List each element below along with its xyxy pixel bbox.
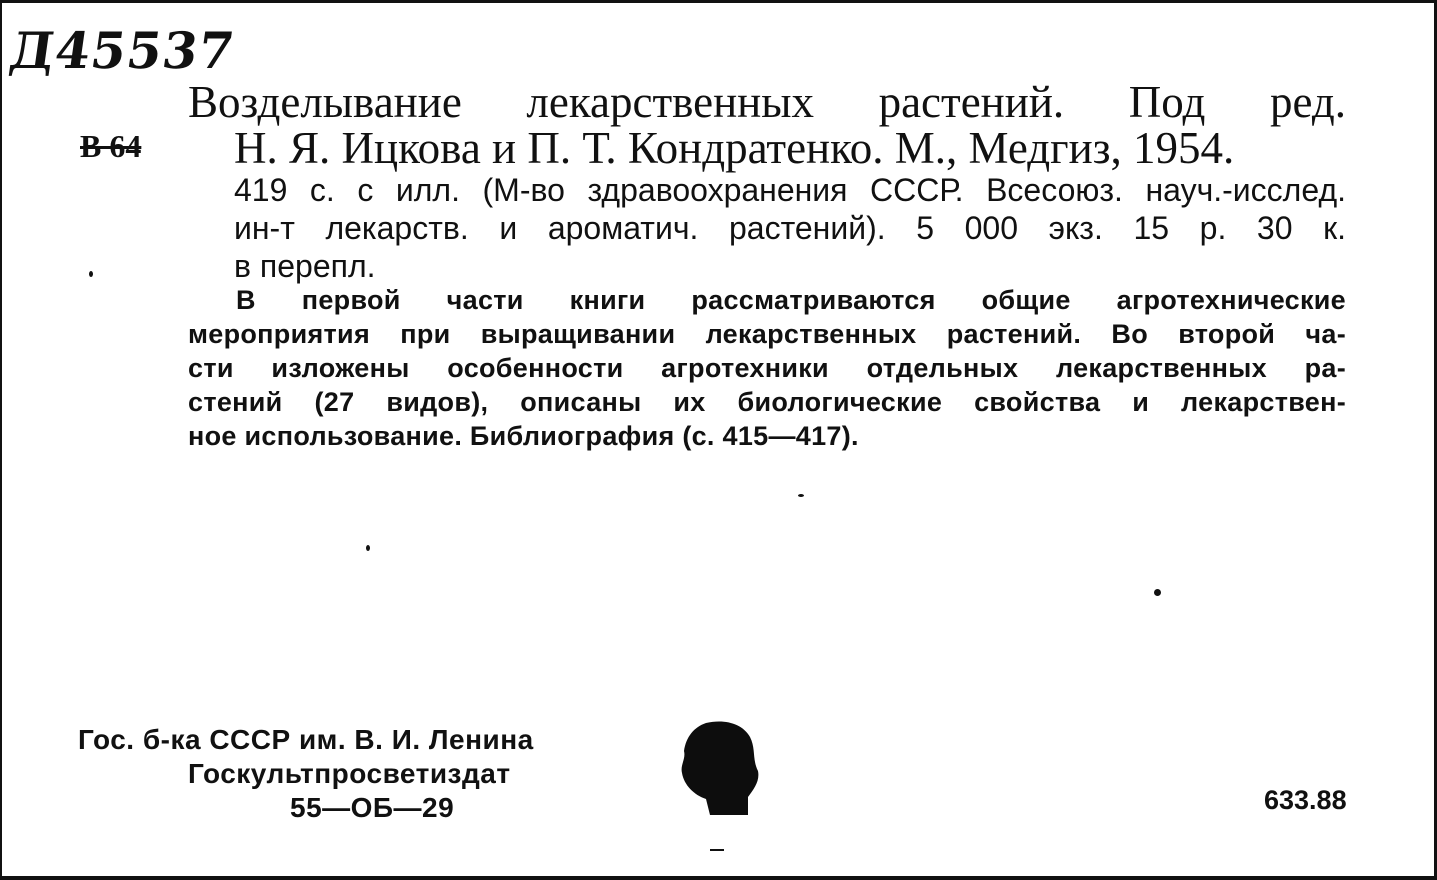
bibliographic-description <box>234 171 1346 285</box>
book-title-line: Возделывание лекарственных растений. Под ред. <box>188 77 1346 127</box>
ink-speck <box>1154 589 1161 596</box>
annotation-line: В первой части книги рассматриваются общие агротехнические <box>236 285 1346 315</box>
library-name: Гос. б-ка СССР им. В. И. Ленина <box>78 724 534 755</box>
classification-number: 633.88 <box>1264 785 1347 815</box>
annotation-line: стений (27 видов), описаны их биологические свойства и лекарствен- <box>188 387 1346 417</box>
annotation-line: ное использование. Библиография (с. 415—417). <box>188 421 859 451</box>
catalog-code: 55—ОБ—29 <box>290 792 455 823</box>
ink-speck <box>89 271 93 277</box>
annotation <box>188 283 1346 453</box>
ink-speck <box>710 849 724 851</box>
library-imprint <box>78 723 534 825</box>
description-line: 419 с. с илл. (М-во здравоохранения СССР. Всесоюз. науч.-исслед. <box>234 172 1346 208</box>
annotation-line: мероприятия при выращивании лекарственных растений. Во второй ча- <box>188 319 1346 349</box>
handwritten-accession-number: Д45537 <box>5 21 239 80</box>
description-line: ин-т лекарств. и ароматич. растений). 5 000 экз. 15 р. 30 к. <box>234 210 1346 246</box>
ink-speck <box>798 494 804 497</box>
shelf-mark: В 64 <box>80 128 142 164</box>
ink-speck <box>366 545 370 551</box>
punch-hole-blot <box>676 719 760 819</box>
description-line: в перепл. <box>234 248 376 284</box>
annotation-line: сти изложены особенности агротехники отдельных лекарственных ра- <box>188 353 1346 383</box>
publisher-name: Госкультпросветиздат <box>188 758 511 789</box>
authors-line: Н. Я. Ицкова и П. Т. Кондратенко. М., Медгиз, 1954. <box>234 123 1235 173</box>
